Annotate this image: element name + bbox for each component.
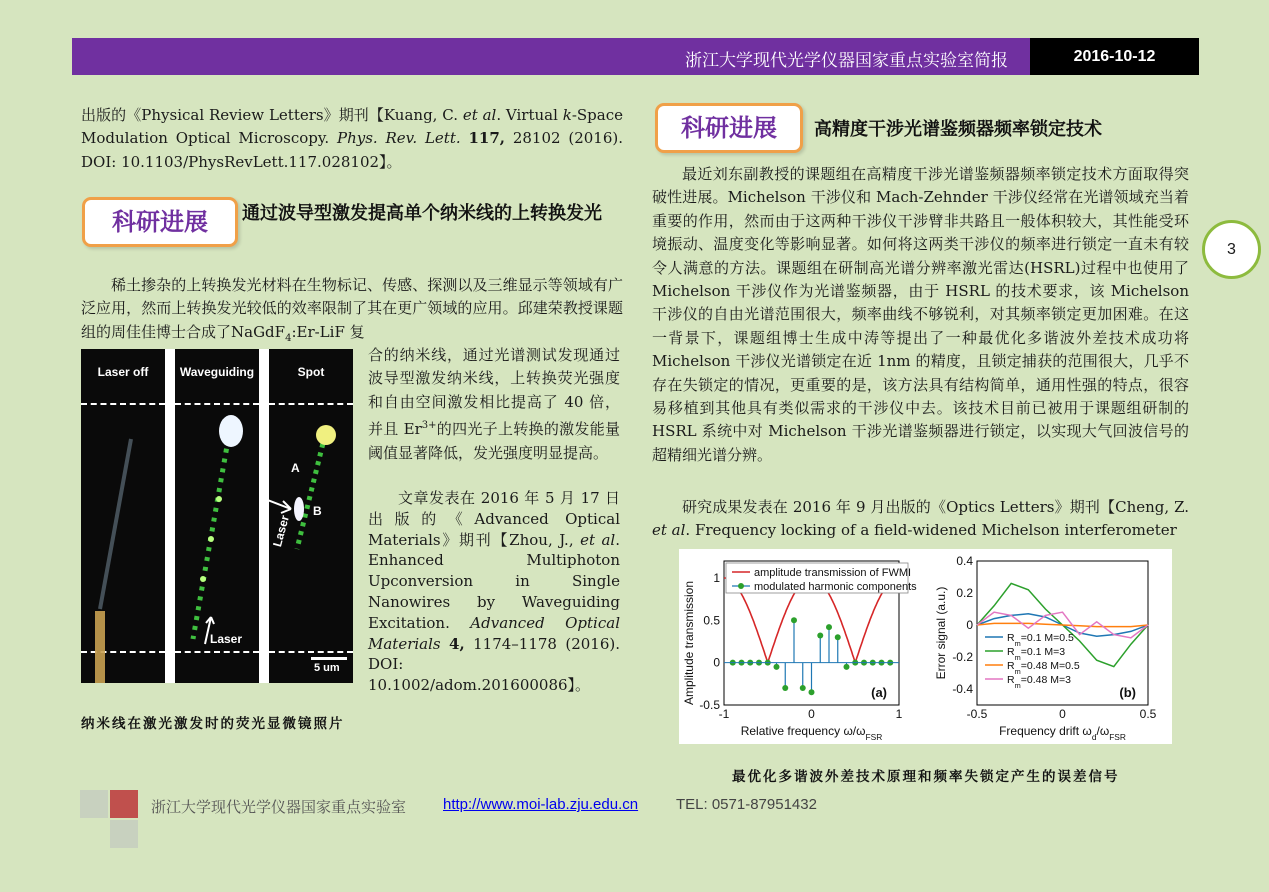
body-text: . Enhanced Multiphoton Upconversion in Single Nanowires by Waveguiding Excitation. (368, 530, 621, 632)
plot-a-stem-point (817, 633, 823, 639)
plot-a-stem-point (826, 624, 832, 630)
panel-label: Spot (297, 365, 325, 379)
left-figure-caption: 纳米线在激光激发时的荧光显微镜照片 (81, 716, 345, 732)
plot-b-legend-text: $R_m=0.48$ M=0.5 (1007, 660, 1080, 676)
intro-part: 出版的《Physical Review Letters》期刊【Kuang, C. (81, 106, 463, 124)
header-bar (72, 38, 1030, 75)
plot-b-ytick: -0.2 (952, 650, 973, 664)
header-title: 浙江大学现代光学仪器国家重点实验室简报 (685, 51, 1008, 71)
point-b-label: B (313, 504, 322, 518)
body-text: 最近刘东副教授的课题组在高精度干涉光谱鉴频器频率锁定技术方面取得突破性进展。Michelson 干涉仪和 Mach-Zehnder 干涉仪经常在光谱领域充当着重要的作用，然而由于这两种干涉仪干涉臂非共路且一般体积较大，其性能受环境振动、温度变化等影响显著。如何将这两类干涉仪的频率进行锁定一直未有较令人满意的方法。课题组在研制高光谱分辨率激光雷达(HSRL)过程中也使用了 Michelson 干涉仪作为光谱鉴频器，由于 HSRL 的技术要求，该 Michelson 干涉仪的自由光谱范围很大，频率曲线不够锐利，对其频率锁定更加困难。在这一背景下，课题组博士生成中涛等提出了一种最优化多谐波外差技术成功将 Michelson 干涉仪光谱锁定在近 1nm 的精度，且锁定捕获的范围很大，几乎不存在失锁定的情况，更重要的是，该方法具有结构简单，通用性强的特点，很容易移植到其他具有类似需求的干涉仪中去。该技术目前已被用于课题组研制的 HSRL 系统中对 Michelson 干涉光谱鉴频器进行锁定，以实现大气回波信号的超精细光谱分辨。 (652, 165, 1189, 464)
left-section-badge: 科研进展 (82, 197, 238, 247)
plot-b-xlabel: Frequency drift $\omega_d/\omega_{FSR}$ (999, 724, 1126, 742)
panel-label: Laser off (97, 365, 149, 379)
body-text (441, 635, 449, 653)
intro-part: 28102 (2016). DOI: 10.1103/PhysRevLett.117.028102】。 (81, 129, 624, 171)
plot-b-xtick: -0.5 (966, 707, 988, 721)
plot-a-legend-text: modulated harmonic components (754, 581, 917, 593)
right-body-2 (652, 496, 1189, 543)
intro-part: 117, (468, 129, 505, 148)
header-date: 2016-10-12 (1030, 38, 1199, 75)
plot-b-xtick: 0 (1059, 707, 1066, 721)
plot-a-ytick: -0.5 (699, 698, 720, 712)
left-section-title: 通过波导型激发提高单个纳米线的上转换发光 (242, 203, 602, 224)
page-number: 3 (1202, 220, 1261, 279)
panel-spot (269, 349, 353, 683)
plot-b-legend-text: $R_m=0.48$ M=3 (1007, 674, 1071, 690)
subscript: 4 (285, 332, 292, 344)
plot-b-legend-text: $R_m=0.1$ M=0.5 (1007, 632, 1074, 648)
intro-part: Phys. Rev. Lett. (336, 129, 461, 148)
plot-b-panel-label: (b) (1119, 685, 1136, 700)
left-intro-text (81, 104, 623, 174)
laser-label: Laser (210, 632, 243, 646)
plot-a-xtick: -1 (718, 707, 730, 721)
plot-b-series-3 (977, 623, 1148, 626)
body-text: 文章发表在 2016 年 5 月 17 日出版的《Advanced Optical Materials》期刊【Zhou, J., (368, 489, 620, 549)
point-a-label: A (291, 461, 300, 475)
plot-a-stem-point (800, 685, 806, 691)
plot-a-stem-point (844, 664, 850, 670)
nanowire-faint (81, 349, 165, 683)
body-text: et al (580, 530, 616, 549)
right-section-title: 高精度干涉光谱鉴频器频率锁定技术 (814, 119, 1102, 140)
plot-b-ytick: -0.4 (952, 682, 973, 696)
plot-a-xlabel: Relative frequency $\omega/\omega_{FSR}$ (740, 724, 883, 742)
plot-a-stem-point (791, 617, 797, 623)
panel-laser-off (81, 349, 165, 683)
plot-a-xtick: 1 (895, 707, 903, 721)
body-text: 稀土掺杂的上转换发光材料在生物标记、传感、探测以及三维显示等领域有广泛应用，然而上转换发光较低的效率限制了其在更广领域的应用。邱建荣教授课题组的周佳佳博士合成了NaGdF (81, 276, 623, 341)
footer-url-link[interactable]: http://www.moi-lab.zju.edu.cn (443, 796, 639, 813)
body-text: 的四光子上转换的激发能量阈值显著降低，发光强度明显提高。 (368, 420, 620, 462)
microscopy-figure (81, 349, 353, 683)
body-text: 1174–1178 (2016). DOI: 10.1002/adom.201600086】。 (368, 634, 620, 695)
footer-tel: TEL: 0571-87951432 (676, 796, 817, 813)
intro-part: et al (462, 106, 497, 124)
left-body-3 (368, 488, 620, 696)
body-text: Advanced Optical Materials (368, 613, 620, 653)
body-text: 4, (449, 634, 465, 653)
intro-part: -Space Modulation Optical Microscopy. (81, 106, 623, 148)
right-section-badge: 科研进展 (655, 103, 803, 153)
body-text: 研究成果发表在 2016 年 9 月出版的《Optics Letters》期刊【Cheng, Z. (682, 498, 1189, 516)
plot-b-xtick: 0.5 (1139, 707, 1157, 721)
scale-bar-label: 5 um (314, 662, 340, 674)
laser-label-rotated: Laser (270, 513, 292, 549)
right-figure-caption: 最优化多谐波外差技术原理和频率失锁定产生的误差信号 (732, 769, 1120, 785)
plot-svg (679, 549, 1172, 744)
plot-a-ytick: 1 (713, 570, 720, 585)
panel-waveguiding (175, 349, 259, 683)
intro-part: . Virtual (496, 106, 563, 124)
plot-b-ylabel: Error signal (a.u.) (934, 586, 948, 680)
plot-a-stem-point (809, 689, 815, 695)
footer-square-2 (110, 790, 138, 818)
panel-label: Waveguiding (179, 365, 255, 379)
left-body-1 (81, 274, 623, 350)
plot-figure (679, 549, 1172, 744)
body-text: :Er-LiF 复 (291, 322, 365, 341)
footer-square-3 (110, 820, 138, 848)
plot-b-ytick: 0.2 (956, 586, 973, 600)
plot-a-ytick: 0 (713, 655, 720, 670)
scale-bar (311, 657, 347, 660)
body-text: . Frequency locking of a field-widened Michelson interferometer (685, 521, 1177, 540)
plot-a-xtick: 0 (808, 707, 815, 721)
footer-lab-name: 浙江大学现代光学仪器国家重点实验室 (151, 798, 407, 816)
plot-a-legend-marker (738, 583, 744, 589)
plot-a-panel-label: (a) (871, 685, 887, 700)
plot-a-stem-point (782, 685, 788, 691)
plot-b-ytick: 0.4 (956, 554, 973, 568)
plot-a-legend-text: amplitude transmission of FWMI (754, 567, 912, 579)
plot-a-ylabel: Amplitude transmission (682, 580, 696, 706)
right-body-1 (652, 163, 1189, 467)
body-text: 合的纳米线，通过光谱测试发现通过波导型激发纳米线，上转换荧光强度和自由空间激发相比提高了 40 倍，并且 Er (368, 346, 620, 439)
plot-a-stem-point (835, 634, 841, 640)
left-body-2 (368, 344, 620, 465)
superscript: 3+ (421, 420, 437, 432)
body-text: et al (652, 521, 686, 540)
intro-part: k (562, 106, 572, 124)
plot-b-legend-text: $R_m=0.1$ M=3 (1007, 646, 1066, 662)
plot-b-ytick: 0 (966, 618, 973, 632)
footer-square-1 (80, 790, 108, 818)
plot-a-ytick: 0.5 (703, 613, 720, 628)
plot-a-stem-point (774, 664, 780, 670)
